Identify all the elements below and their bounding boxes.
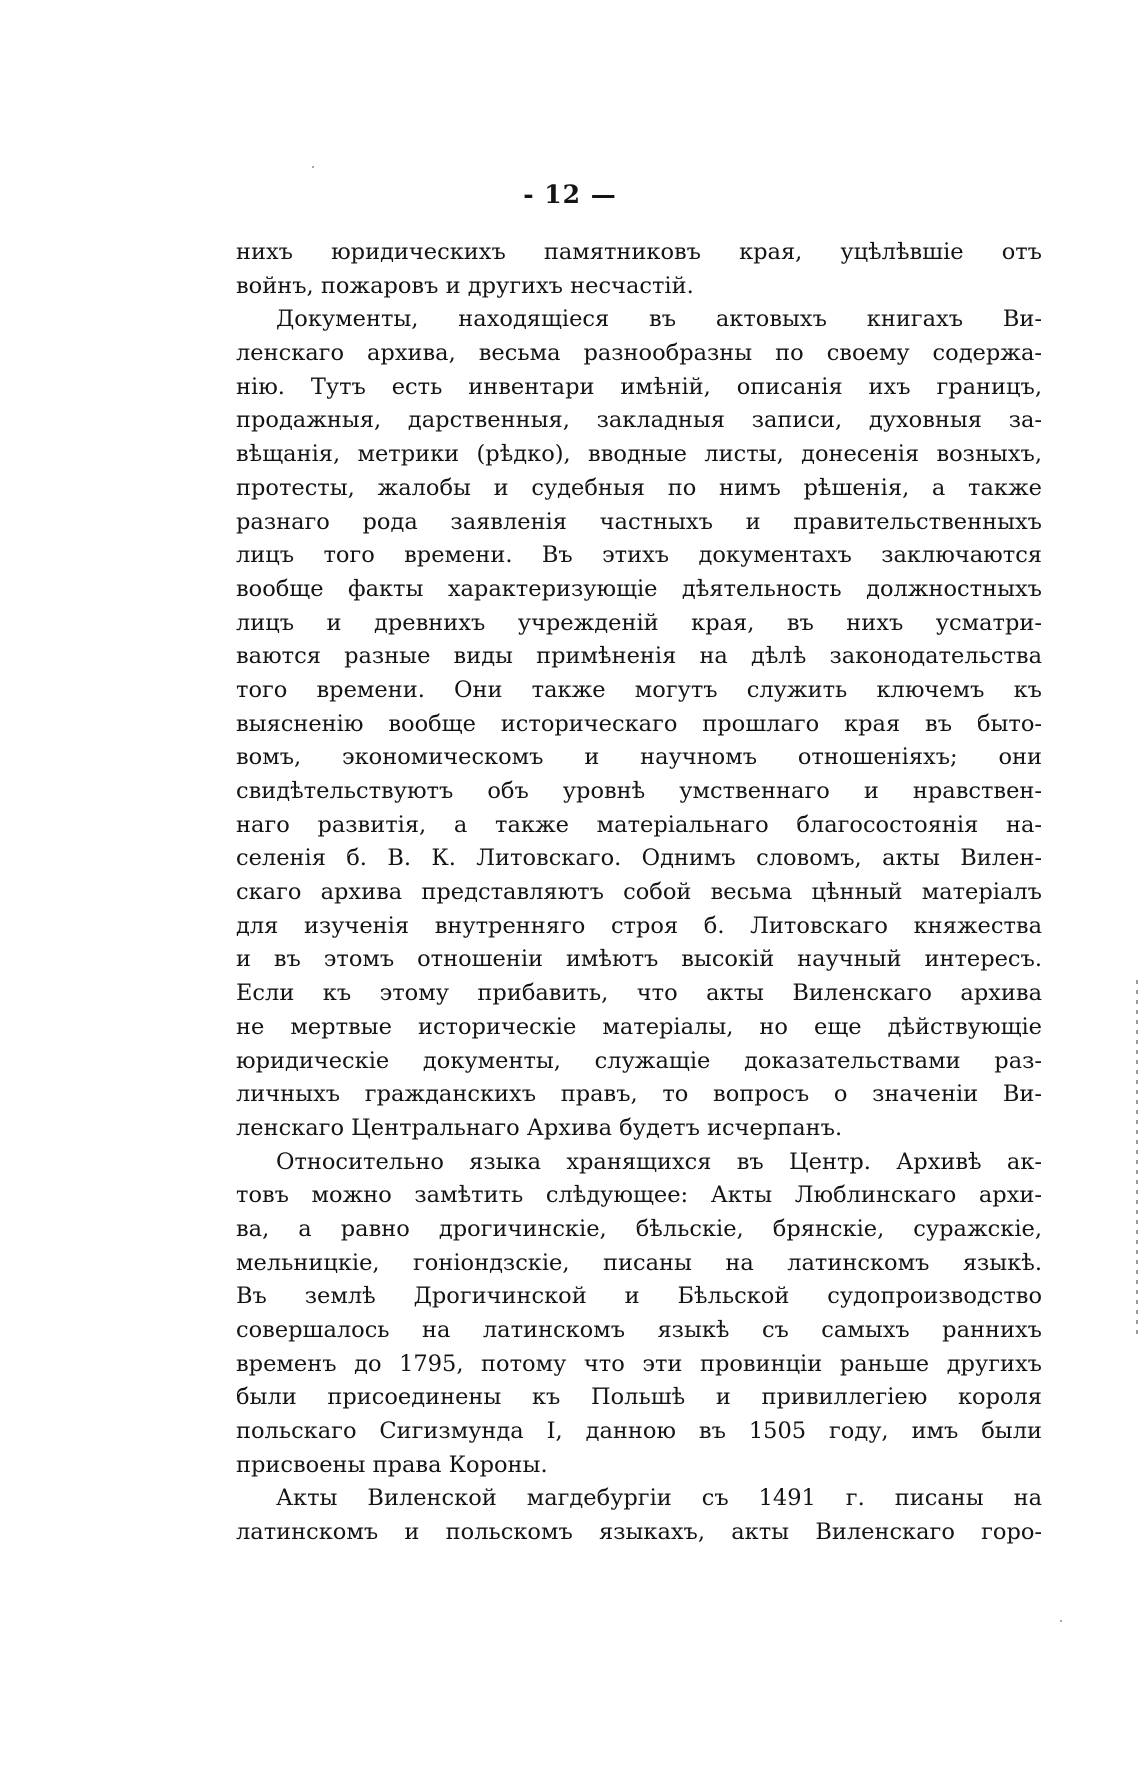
paragraph-2 (236, 303, 1042, 1145)
text-line: временъ до 1795, потому что эти провинціи раньше другихъ (236, 1350, 1042, 1377)
text-line: были присоединены къ Польшѣ и привиллегіею короля (236, 1384, 1042, 1411)
text-line: не мертвые историческіе матеріалы, но еще дѣйствующіе (236, 1013, 1042, 1040)
text-line: вѣщанія, метрики (рѣдко), вводные листы, донесенія возныхъ, (236, 441, 1042, 468)
paragraph-3 (236, 1146, 1042, 1483)
text-line: Документы, находящіеся въ актовыхъ книгахъ Ви- (276, 306, 1042, 333)
text-line: ва, а равно дрогичинскіе, бѣльскіе, брянскіе, суражскіе, (236, 1215, 1042, 1242)
text-line: для изученія внутренняго строя б. Литовскаго княжества (236, 912, 1042, 939)
text-line: лицъ того времени. Въ этихъ документахъ заключаются (236, 542, 1042, 569)
scan-dust-dot (1060, 1620, 1062, 1622)
text-line: наго развитія, а также матеріальнаго благосостоянія на- (236, 811, 1042, 838)
text-line: вообще факты характеризующіе дѣятельность должностныхъ (236, 575, 1042, 602)
text-line: Относительно языка хранящихся въ Центр. Архивѣ ак- (276, 1148, 1042, 1175)
text-line: ленскаго Центральнаго Архива будетъ исчерпанъ. (236, 1114, 843, 1141)
text-line: Въ землѣ Дрогичинской и Бѣльской судопроизводство (236, 1283, 1042, 1310)
text-line: того времени. Они также могутъ служить ключемъ къ (236, 676, 1042, 703)
text-line: присвоены права Короны. (236, 1451, 548, 1478)
text-line: ваются разные виды примѣненія на дѣлѣ законодательства (236, 643, 1042, 670)
text-line: личныхъ гражданскихъ правъ, то вопросъ о значеніи Ви- (236, 1081, 1042, 1108)
text-line: юридическіе документы, служащіе доказательствами раз- (236, 1047, 1042, 1074)
text-line: продажныя, дарственныя, закладныя записи, духовныя за- (236, 407, 1042, 434)
text-line: лицъ и древнихъ учрежденій края, въ нихъ усматри- (236, 609, 1042, 636)
text-line: селенія б. В. К. Литовскаго. Однимъ словомъ, акты Вилен- (236, 845, 1042, 872)
paragraph-4 (236, 1482, 1042, 1549)
text-line: вомъ, экономическомъ и научномъ отношеніяхъ; они (236, 744, 1042, 771)
text-line: совершалось на латинскомъ языкѣ съ самыхъ раннихъ (236, 1317, 1042, 1343)
text-line: протесты, жалобы и судебныя по нимъ рѣшенія, а также (236, 474, 1042, 501)
text-line: ленскаго архива, весьма разнообразны по своему содержа- (236, 340, 1042, 367)
text-line: свидѣтельствуютъ объ уровнѣ умственнаго и нравствен- (236, 778, 1042, 804)
text-line: войнъ, пожаровъ и другихъ несчастій. (236, 272, 694, 299)
text-line: разнаго рода заявленія частныхъ и правительственныхъ (236, 508, 1042, 535)
text-line: товъ можно замѣтить слѣдующее: Акты Люблинскаго архи- (236, 1182, 1042, 1209)
page-number: - 12 — (523, 180, 617, 209)
paragraph-1 (236, 236, 1042, 303)
text-line: нію. Тутъ есть инвентари имѣній, описанія ихъ границъ, (236, 373, 1042, 400)
scan-edge-mark (1136, 980, 1138, 1340)
scan-dust-dot (312, 166, 314, 168)
text-body (236, 236, 1042, 1550)
text-line: Если къ этому прибавить, что акты Виленскаго архива (236, 980, 1042, 1007)
text-line: выясненію вообще историческаго прошлаго края въ быто- (236, 710, 1042, 737)
text-line: мельницкіе, гоніондзскіе, писаны на латинскомъ языкѣ. (236, 1249, 1042, 1276)
text-line: латинскомъ и польскомъ языкахъ, акты Виленскаго горо- (236, 1519, 1042, 1546)
text-line: и въ этомъ отношеніи имѣютъ высокій научный интересъ. (236, 946, 1042, 973)
text-line: скаго архива представляютъ собой весьма цѣнный матеріалъ (236, 879, 1042, 906)
text-line: Акты Виленской магдебургіи съ 1491 г. писаны на (276, 1485, 1042, 1512)
text-line: нихъ юридическихъ памятниковъ края, уцѣлѣвшіе отъ (236, 239, 1042, 265)
text-line: польскаго Сигизмунда I, данною въ 1505 году, имъ были (236, 1418, 1042, 1445)
